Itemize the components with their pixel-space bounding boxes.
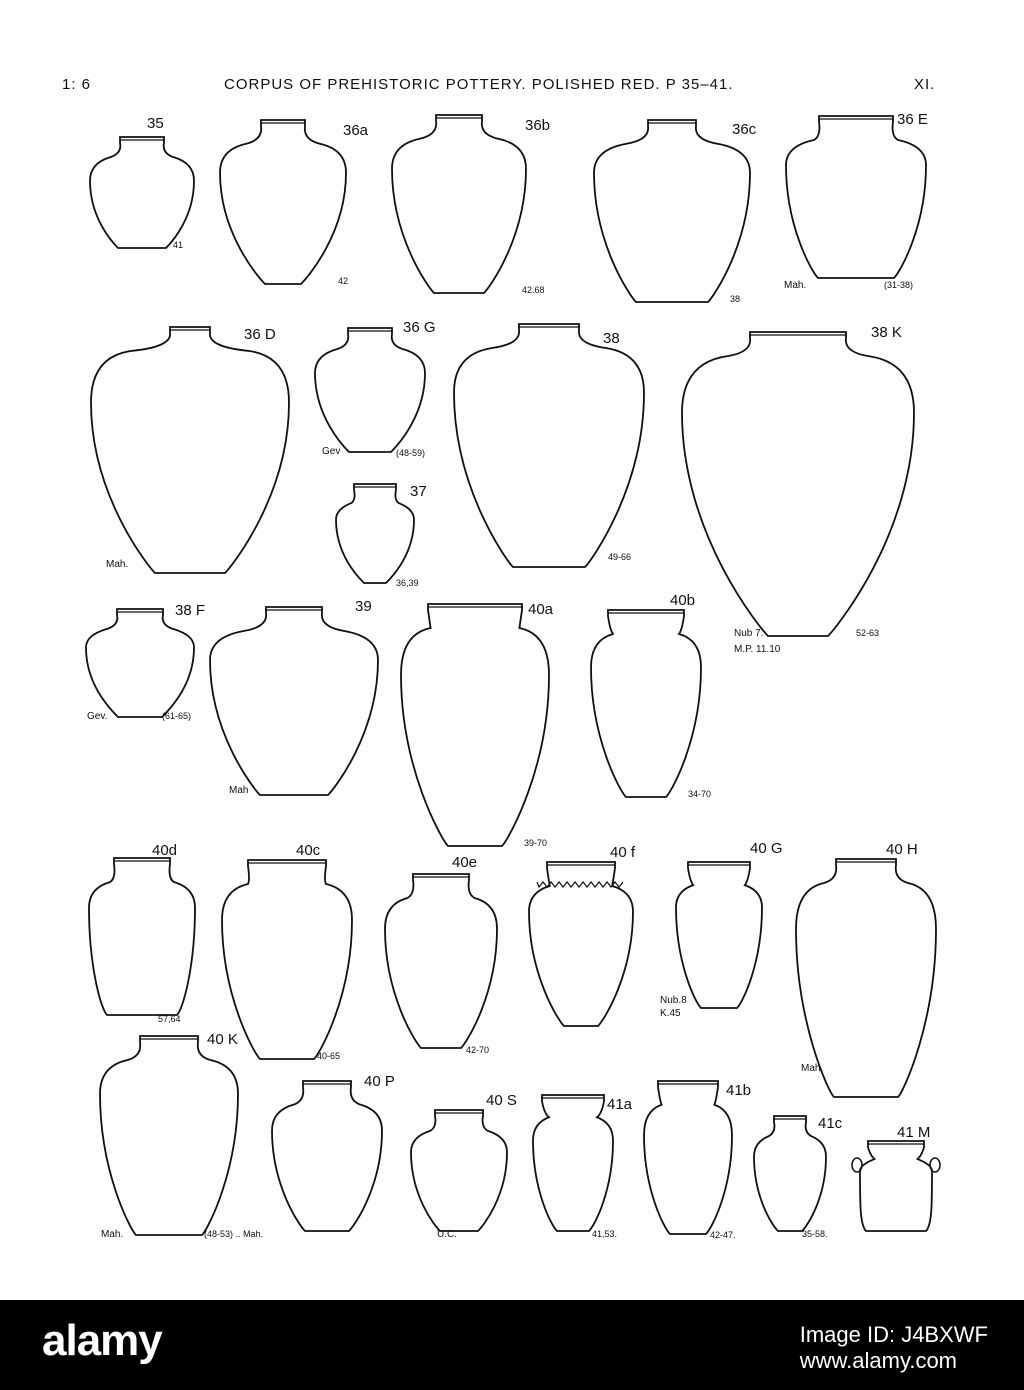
vessel-number: 38 F — [175, 602, 206, 619]
vessel-site-note: Mah. — [784, 280, 807, 291]
vessel-site-note: K.45 — [660, 1008, 681, 1019]
vessel-outline — [682, 332, 914, 636]
plate-number: XI. — [914, 76, 936, 93]
lug-handle — [852, 1158, 862, 1172]
vessel-number: 38 — [603, 330, 620, 347]
vessel-outline — [411, 1110, 507, 1231]
vessel-number: 35 — [147, 115, 164, 132]
vessel-number: 40 S — [486, 1092, 517, 1109]
vessel-number: 41a — [607, 1096, 633, 1113]
vessel-number: 36b — [525, 117, 551, 134]
vessel-number: 36 G — [403, 319, 436, 336]
plate-title: CORPUS OF PREHISTORIC POTTERY. POLISHED RED. P 35–41. — [224, 76, 734, 93]
vessel-note: (31-38) — [884, 280, 914, 290]
vessel-note: 36,39 — [396, 578, 419, 588]
vessel-site-note: Mah. — [801, 1063, 824, 1074]
vessel-note: (48-59) — [396, 448, 426, 458]
vessel-number: 40b — [670, 592, 696, 609]
vessel-site-note: Mah. — [106, 559, 129, 570]
vessel-outline — [89, 858, 195, 1015]
vessel-note: 41 — [173, 240, 184, 250]
vessel-number: 39 — [355, 598, 372, 615]
vessel-37 — [336, 484, 414, 583]
vessel-40k — [100, 1036, 238, 1235]
lug-handle — [930, 1158, 940, 1172]
vessel-note: 49-66 — [608, 552, 632, 562]
vessel-outline — [594, 120, 750, 302]
vessel-note: (61-65) — [162, 711, 192, 721]
vessel-number: 41c — [818, 1115, 843, 1132]
vessel-outline — [220, 120, 349, 286]
vessel-36c — [594, 120, 750, 302]
vessel-outline — [86, 609, 194, 717]
vessel-outline — [90, 137, 194, 248]
vessel-41a — [533, 1095, 613, 1231]
vessel-38k — [682, 332, 914, 636]
vessel-36g — [315, 328, 425, 452]
vessel-41b — [644, 1081, 732, 1234]
vessel-site-note: Nub.8 — [660, 995, 687, 1006]
vessel-number: 37 — [410, 483, 427, 500]
vessel-note: 52-63 — [856, 628, 880, 638]
vessel-note: (48-53) .. Mah. — [204, 1229, 264, 1239]
vessel-note: 42 — [338, 276, 349, 286]
vessel-note: 40-65 — [317, 1051, 341, 1061]
vessel-40p — [272, 1081, 382, 1231]
vessel-site-note: Mah. — [101, 1229, 124, 1240]
vessel-outline — [754, 1116, 826, 1231]
vessel-site-note: Gev — [322, 446, 341, 457]
vessel-outline — [222, 860, 352, 1059]
vessel-40c — [222, 860, 352, 1059]
site-url[interactable]: www.alamy.com — [799, 1348, 958, 1373]
vessel-35 — [90, 137, 194, 248]
vessel-38f — [86, 609, 194, 717]
vessel-site-note: Nub 7. — [734, 628, 764, 639]
vessel-36b — [392, 115, 526, 293]
vessel-40a — [401, 604, 549, 846]
vessel-note: 39-70 — [524, 838, 548, 848]
vessel-40g — [676, 862, 762, 1008]
vessel-site-note: M.P. 11.10 — [734, 644, 781, 655]
vessel-40d — [89, 858, 195, 1015]
vessel-39 — [210, 607, 378, 795]
vessel-40s — [411, 1110, 507, 1231]
vessel-outline — [272, 1081, 382, 1231]
vessel-outline — [401, 604, 549, 846]
vessel-number: 41 M — [897, 1124, 931, 1141]
vessel-outline — [392, 115, 526, 293]
vessel-36d — [91, 327, 289, 573]
vessel-number: 40 H — [886, 841, 918, 858]
vessel-outline — [454, 324, 644, 567]
stock-footer-bar — [0, 1300, 1024, 1390]
vessel-note: 42-70 — [466, 1045, 490, 1055]
vessel-outline — [529, 862, 633, 1026]
image-id-label: Image ID: J4BXWF — [799, 1322, 988, 1347]
vessel-number: 40 P — [364, 1073, 395, 1090]
vessel-outline — [796, 859, 936, 1097]
vessel-40b — [591, 610, 701, 797]
vessel-outline — [860, 1141, 932, 1231]
vessel-41c — [754, 1116, 826, 1231]
vessel-number: 36c — [732, 121, 757, 138]
vessel-note: 42-47. — [710, 1230, 736, 1240]
vessel-outline — [533, 1095, 613, 1231]
vessel-note: 35-58. — [802, 1229, 828, 1239]
vessel-outline — [100, 1036, 238, 1235]
vessel-outline — [210, 607, 378, 795]
alamy-logo: alamy — [42, 1316, 162, 1365]
vessel-number: 36 E — [897, 111, 928, 128]
vessel-outline — [315, 328, 425, 452]
vessel-number: 40d — [152, 842, 178, 859]
vessel-outline — [644, 1081, 732, 1234]
vessel-40h — [796, 859, 936, 1097]
vessel-site-note: Gev. — [87, 711, 108, 722]
vessel-40e — [385, 874, 497, 1048]
vessel-number: 36a — [343, 122, 369, 139]
vessel-41m — [852, 1141, 940, 1231]
vessel-outline — [786, 116, 926, 278]
footer-info — [800, 1322, 988, 1374]
vessel-outline — [91, 327, 289, 573]
vessel-38 — [454, 324, 644, 567]
vessel-number: 41b — [726, 1082, 752, 1099]
vessel-site-note: U.C. — [437, 1229, 457, 1240]
vessel-site-note: Mah — [229, 785, 249, 796]
vessel-number: 40c — [296, 842, 321, 859]
vessel-number: 40 G — [750, 840, 783, 857]
vessel-number: 40 K — [207, 1031, 238, 1048]
vessel-number: 40 f — [610, 844, 636, 861]
vessel-number: 36 D — [244, 326, 276, 343]
vessel-outline — [385, 874, 497, 1048]
vessel-outline — [676, 862, 762, 1008]
vessel-note: 57,64 — [158, 1014, 181, 1024]
vessel-36e — [786, 116, 926, 278]
vessel-number: 40e — [452, 854, 478, 871]
vessel-note: 42.68 — [522, 285, 545, 295]
plate-scale: 1: 6 — [62, 76, 92, 93]
vessel-number: 38 K — [871, 324, 902, 341]
vessel-outline — [591, 610, 701, 797]
vessel-outline — [336, 484, 414, 583]
vessel-36a — [220, 120, 349, 286]
vessel-note: 38 — [730, 294, 741, 304]
vessel-number: 40a — [528, 601, 554, 618]
vessel-note: 34-70 — [688, 789, 712, 799]
vessel-note: 41,53. — [592, 1229, 618, 1239]
vessel-40f — [529, 862, 633, 1026]
